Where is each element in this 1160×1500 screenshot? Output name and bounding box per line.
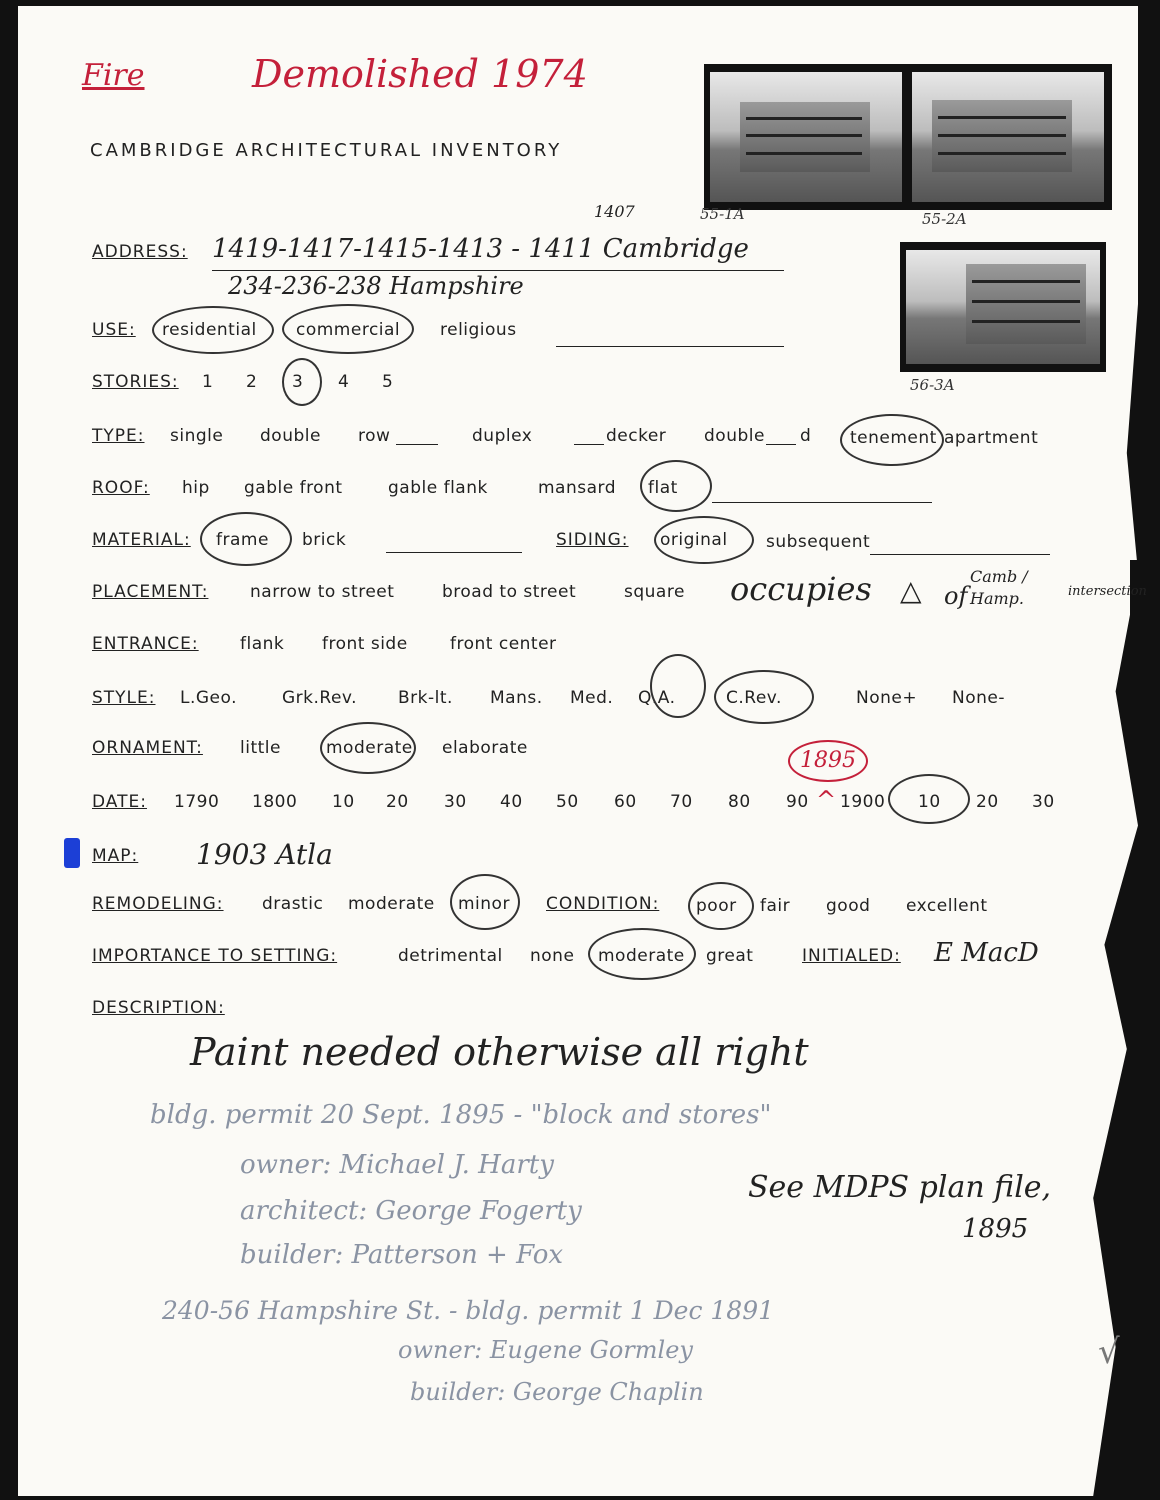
roof-option: gable flank <box>388 478 488 498</box>
siding-label: SIDING: <box>556 530 629 550</box>
selection-circle <box>588 928 696 980</box>
date-option: 40 <box>500 792 523 812</box>
date-option: 1790 <box>174 792 220 812</box>
caret-mark: ^ <box>816 786 837 814</box>
selection-circle <box>654 516 754 564</box>
see-mdps-note: See MDPS plan file, <box>748 1170 1052 1205</box>
selection-circle <box>450 874 520 930</box>
map-value: 1903 Atla <box>196 838 333 871</box>
address-superscript: 1407 <box>594 202 635 221</box>
roof-label: ROOF: <box>92 478 150 498</box>
importance-option: detrimental <box>398 946 503 966</box>
page-title: CAMBRIDGE ARCHITECTURAL INVENTORY <box>90 140 563 161</box>
description-note-2: builder: George Chaplin <box>410 1378 704 1406</box>
selection-circle <box>888 774 970 824</box>
date-option: 80 <box>728 792 751 812</box>
remodeling-label: REMODELING: <box>92 894 224 914</box>
importance-option: great <box>706 946 754 966</box>
demolished-note: Demolished 1974 <box>252 52 588 96</box>
address-underline <box>212 270 784 271</box>
map-label: MAP: <box>92 846 139 866</box>
stories-option: 3 <box>292 372 304 392</box>
stories-option: 1 <box>202 372 214 392</box>
selection-circle <box>320 722 416 774</box>
siding-option: subsequent <box>766 532 871 552</box>
selection-circle <box>840 414 944 466</box>
blank-line <box>396 444 438 445</box>
style-option: L.Geo. <box>180 688 238 708</box>
date-option: 30 <box>1032 792 1055 812</box>
type-label: TYPE: <box>92 426 145 446</box>
condition-label: CONDITION: <box>546 894 660 914</box>
style-option: Med. <box>570 688 614 708</box>
date-option: 20 <box>976 792 999 812</box>
placement-note-intersection: intersection <box>1068 584 1147 599</box>
type-option: apartment <box>944 428 1039 448</box>
importance-option: moderate <box>598 946 685 966</box>
type-option: row <box>358 426 391 446</box>
date-option: 60 <box>614 792 637 812</box>
date-option: 30 <box>444 792 467 812</box>
placement-label: PLACEMENT: <box>92 582 209 602</box>
selection-circle <box>650 654 706 718</box>
remodeling-option: drastic <box>262 894 324 914</box>
condition-option: good <box>826 896 871 916</box>
ornament-label: ORNAMENT: <box>92 738 203 758</box>
placement-note-streets: Camb / Hamp. <box>970 567 1028 608</box>
description-note: owner: Michael J. Harty <box>240 1150 554 1180</box>
fire-note: Fire <box>82 58 145 93</box>
type-option: double <box>260 426 321 446</box>
importance-option: none <box>530 946 575 966</box>
date-option: 50 <box>556 792 579 812</box>
selection-circle <box>688 882 754 930</box>
date-option: 90 <box>786 792 809 812</box>
selection-circle <box>282 304 414 354</box>
ornament-option: elaborate <box>442 738 528 758</box>
description-note: bldg. permit 20 Sept. 1895 - "block and stores" <box>150 1100 772 1130</box>
placement-option: broad to street <box>442 582 577 602</box>
date-option: 1800 <box>252 792 298 812</box>
date-option: 1900 <box>840 792 886 812</box>
blank-line <box>574 444 604 445</box>
photo-caption: 56-3A <box>910 376 955 394</box>
use-label: USE: <box>92 320 136 340</box>
condition-option: fair <box>760 896 791 916</box>
date-option: 20 <box>386 792 409 812</box>
selection-circle <box>788 740 868 782</box>
roof-option: hip <box>182 478 210 498</box>
style-option: Brk-lt. <box>398 688 453 708</box>
blank-line <box>556 346 784 347</box>
placement-option: narrow to street <box>250 582 395 602</box>
material-option: frame <box>216 530 269 550</box>
placement-note: occupies <box>730 570 872 608</box>
selection-circle <box>282 358 322 406</box>
material-option: brick <box>302 530 347 550</box>
initialed-value: E MacD <box>934 938 1039 968</box>
selection-circle <box>152 306 274 354</box>
see-mdps-year: 1895 <box>962 1214 1029 1244</box>
type-option: double <box>704 426 765 446</box>
selection-circle <box>200 512 292 566</box>
initialed-label: INITIALED: <box>802 946 901 966</box>
entrance-option: front side <box>322 634 408 654</box>
triangle-glyph: △ <box>900 574 922 607</box>
description-note: architect: George Fogerty <box>240 1196 582 1226</box>
address-label: ADDRESS: <box>92 242 188 262</box>
building-photo-55-2A <box>912 72 1104 202</box>
building-photo-56-3A <box>906 250 1100 364</box>
date-option: 10 <box>918 792 941 812</box>
roof-option: gable front <box>244 478 343 498</box>
condition-option: poor <box>696 896 737 916</box>
use-option: residential <box>162 320 257 340</box>
photo-caption: 55-1A <box>700 205 745 223</box>
siding-option: original <box>660 530 728 550</box>
type-option: single <box>170 426 224 446</box>
style-option: Mans. <box>490 688 543 708</box>
placement-note-of: of <box>944 582 968 610</box>
type-option: duplex <box>472 426 533 446</box>
type-option: decker <box>606 426 667 446</box>
entrance-option: front center <box>450 634 557 654</box>
blank-line <box>712 502 932 503</box>
date-annotation: 1895 <box>800 748 856 773</box>
description-note: builder: Patterson + Fox <box>240 1240 564 1270</box>
style-option: C.Rev. <box>726 688 782 708</box>
photo-strip <box>900 242 1106 372</box>
style-option: Q.A. <box>638 688 676 708</box>
photo-caption: 55-2A <box>922 210 967 228</box>
type-option: tenement <box>850 428 937 448</box>
ink-smudge <box>64 838 80 868</box>
stories-option: 5 <box>382 372 394 392</box>
blank-line <box>870 554 1050 555</box>
selection-circle <box>640 460 712 512</box>
style-option: Grk.Rev. <box>282 688 358 708</box>
description-note-2: 240-56 Hampshire St. - bldg. permit 1 Dec 1891 <box>162 1296 775 1325</box>
style-option: None- <box>952 688 1005 708</box>
use-option: religious <box>440 320 517 340</box>
type-option: d <box>800 426 812 446</box>
remodeling-option: minor <box>458 894 510 914</box>
date-option: 70 <box>670 792 693 812</box>
torn-edge <box>1120 1100 1160 1140</box>
importance-label: IMPORTANCE TO SETTING: <box>92 946 338 966</box>
blank-line <box>766 444 796 445</box>
building-photo-55-1A <box>710 72 902 202</box>
use-option: commercial <box>296 320 401 340</box>
photo-strip <box>704 64 1112 210</box>
description-main: Paint needed otherwise all right <box>190 1030 809 1074</box>
description-label: DESCRIPTION: <box>92 998 225 1018</box>
stories-option: 2 <box>246 372 258 392</box>
roof-option: flat <box>648 478 678 498</box>
check-mark: √ <box>1098 1332 1120 1372</box>
entrance-label: ENTRANCE: <box>92 634 199 654</box>
stories-label: STORIES: <box>92 372 179 392</box>
description-note-2: owner: Eugene Gormley <box>398 1336 693 1364</box>
ornament-option: moderate <box>326 738 413 758</box>
date-label: DATE: <box>92 792 147 812</box>
condition-option: excellent <box>906 896 988 916</box>
blank-line <box>386 552 522 553</box>
remodeling-option: moderate <box>348 894 435 914</box>
ornament-option: little <box>240 738 281 758</box>
entrance-option: flank <box>240 634 285 654</box>
stories-option: 4 <box>338 372 350 392</box>
date-option: 10 <box>332 792 355 812</box>
roof-option: mansard <box>538 478 617 498</box>
placement-option: square <box>624 582 685 602</box>
style-option: None+ <box>856 688 918 708</box>
material-label: MATERIAL: <box>92 530 191 550</box>
address-line-2: 234-236-238 Hampshire <box>228 272 524 300</box>
style-label: STYLE: <box>92 688 156 708</box>
address-line-1: 1419-1417-1415-1413 - 1411 Cambridge <box>212 234 749 264</box>
selection-circle <box>714 670 814 724</box>
